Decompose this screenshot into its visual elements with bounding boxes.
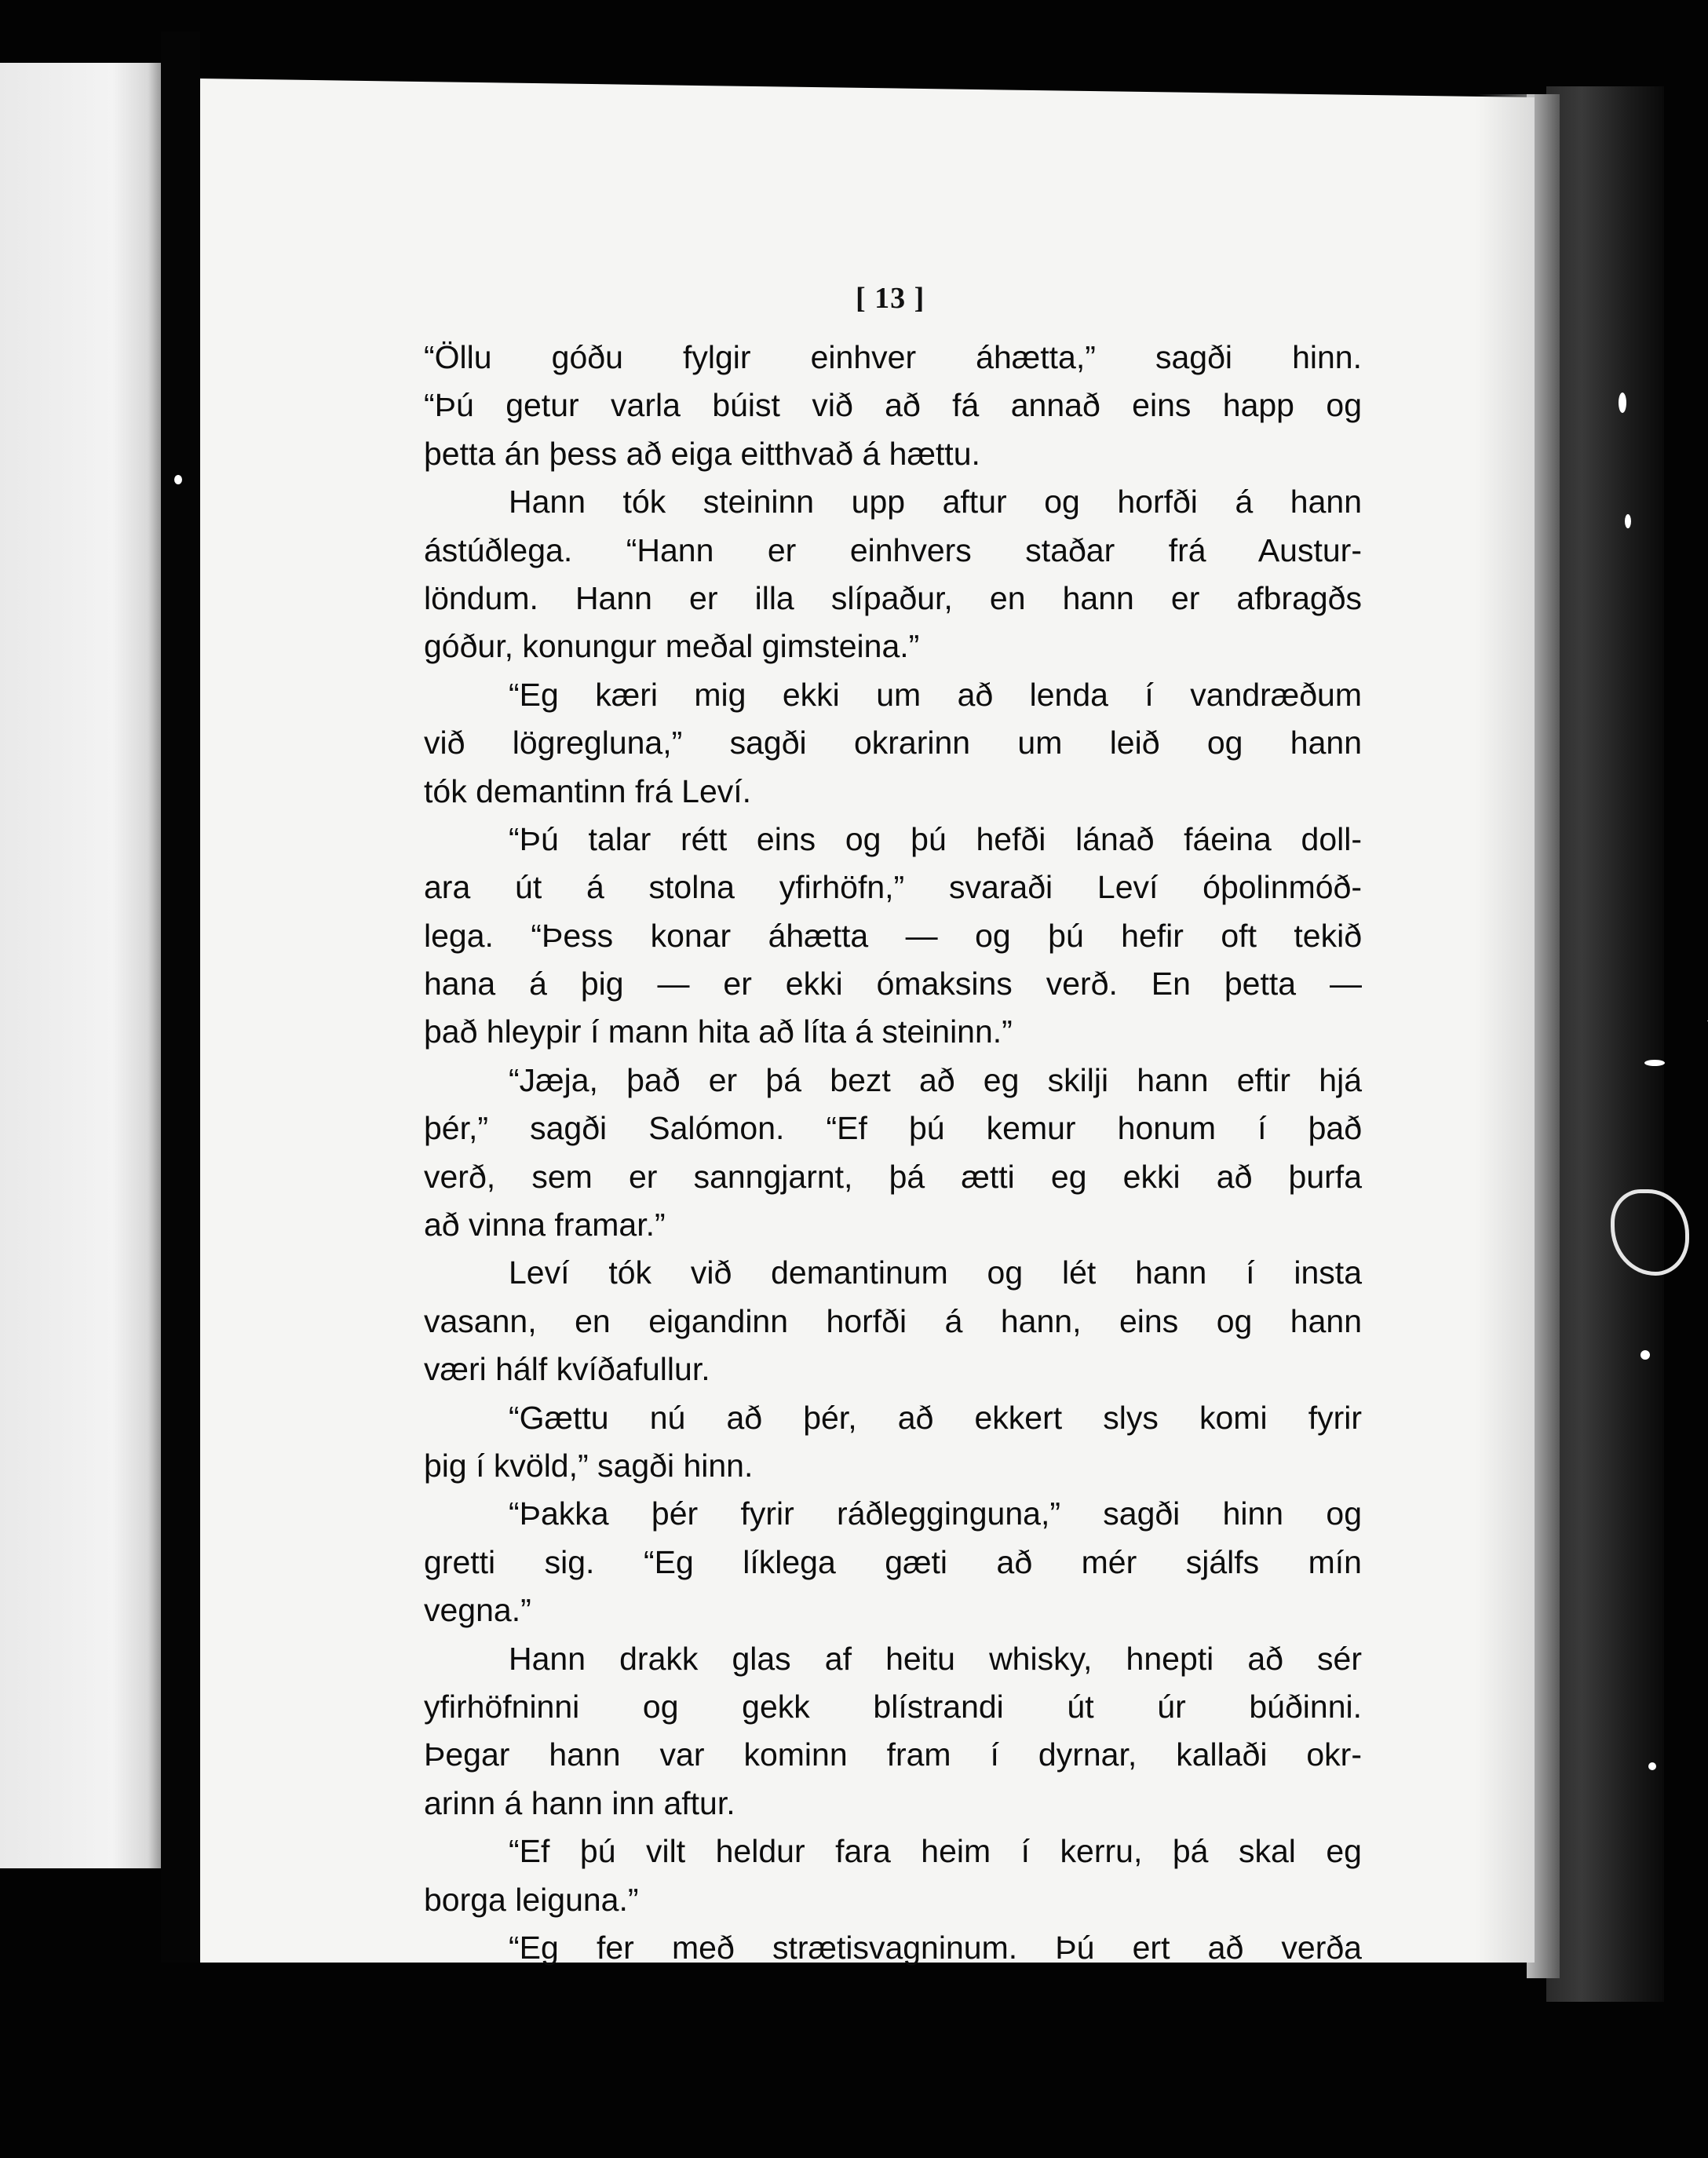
facing-page-edge (0, 63, 161, 1868)
dust-speck (1640, 1350, 1650, 1360)
dust-speck (1625, 514, 1631, 528)
book-gutter (161, 31, 200, 1963)
text-line: arinn á hann inn aftur. (424, 1784, 735, 1821)
text-line: Hann drakk glas af heitu whisky, hnepti að sér (509, 1640, 1362, 1677)
book-cover (1546, 86, 1664, 2002)
text-line: tók demantinn frá Leví. (424, 772, 752, 809)
text-line: ara út á stolna yfirhöfn,” svaraði Leví óþolinmóð- (424, 869, 1362, 906)
text-line: við lögregluna,” sagði okrarinn um leið og hann (424, 725, 1362, 761)
text-line: borga leiguna.” (424, 1881, 639, 1918)
text-line: lega. “Þess konar áhætta — og þú hefir oft tekið (424, 917, 1362, 954)
text-line: löndum. Hann er illa slípaður, en hann er afbragðs (424, 579, 1362, 616)
text-line: það hleypir í mann hita að líta á steininn.” (424, 1013, 1013, 1050)
page-shadow (1476, 94, 1535, 1963)
text-line: Leví tók við demantinum og lét hann í insta (509, 1254, 1362, 1291)
text-line: væri hálf kvíðafullur. (424, 1351, 710, 1388)
text-line: þig í kvöld,” sagði hinn. (424, 1447, 754, 1484)
text-line: “Þakka þér fyrir ráðlegginguna,” sagði hinn og (509, 1495, 1362, 1532)
dust-speck (1644, 1060, 1665, 1066)
text-line: “Jæja, það er þá bezt að eg skilji hann eftir hjá (509, 1061, 1362, 1098)
text-line: að vinna framar.” (424, 1207, 666, 1243)
dust-speck (174, 475, 182, 484)
text-line: “Gættu nú að þér, að ekkert slys komi fyrir (509, 1399, 1362, 1436)
text-line: “Þú talar rétt eins og þú hefði lánað fáeina doll- (509, 820, 1362, 857)
dust-speck (1648, 1762, 1656, 1770)
dust-speck (1619, 393, 1626, 413)
text-line: “Ef þú vilt heldur fara heim í kerru, þá skal eg (509, 1833, 1362, 1870)
text-line: verð, sem er sanngjarnt, þá ætti eg ekki að þurfa (424, 1158, 1362, 1195)
text-line: Þegar hann var kominn fram í dyrnar, kallaði okr- (424, 1736, 1362, 1773)
text-line: “Þú getur varla búist við að fá annað eins happ og (424, 387, 1362, 424)
text-line: yfirhöfninni og gekk blístrandi út úr búðinni. (424, 1688, 1362, 1725)
text-line: þér,” sagði Salómon. “Ef þú kemur honum í það (424, 1110, 1362, 1147)
text-line: “Eg kæri mig ekki um að lenda í vandræðum (509, 676, 1362, 713)
text-line: ástúðlega. “Hann er einhvers staðar frá Austur- (424, 531, 1362, 568)
text-line: þetta án þess að eiga eitthvað á hættu. (424, 435, 980, 472)
text-line: “Öllu góðu fylgir einhver áhætta,” sagði hinn. (424, 339, 1362, 375)
text-line: gretti sig. “Eg líklega gæti að mér sjálfs mín (424, 1543, 1362, 1580)
text-line: Hann tók steininn upp aftur og horfði á hann (509, 484, 1362, 520)
text-line: vegna.” (424, 1592, 531, 1629)
text-line: góður, konungur meðal gimsteina.” (424, 628, 920, 665)
text-line: vasann, en eigandinn horfði á hann, eins og hann (424, 1302, 1362, 1339)
text-line: hana á þig — er ekki ómaksins verð. En þetta — (424, 966, 1362, 1002)
body-text (424, 334, 1362, 1972)
page-number: [ 13 ] (856, 282, 925, 315)
text-line: “Eg fer með strætisvagninum. Þú ert að verða (509, 1929, 1362, 1966)
